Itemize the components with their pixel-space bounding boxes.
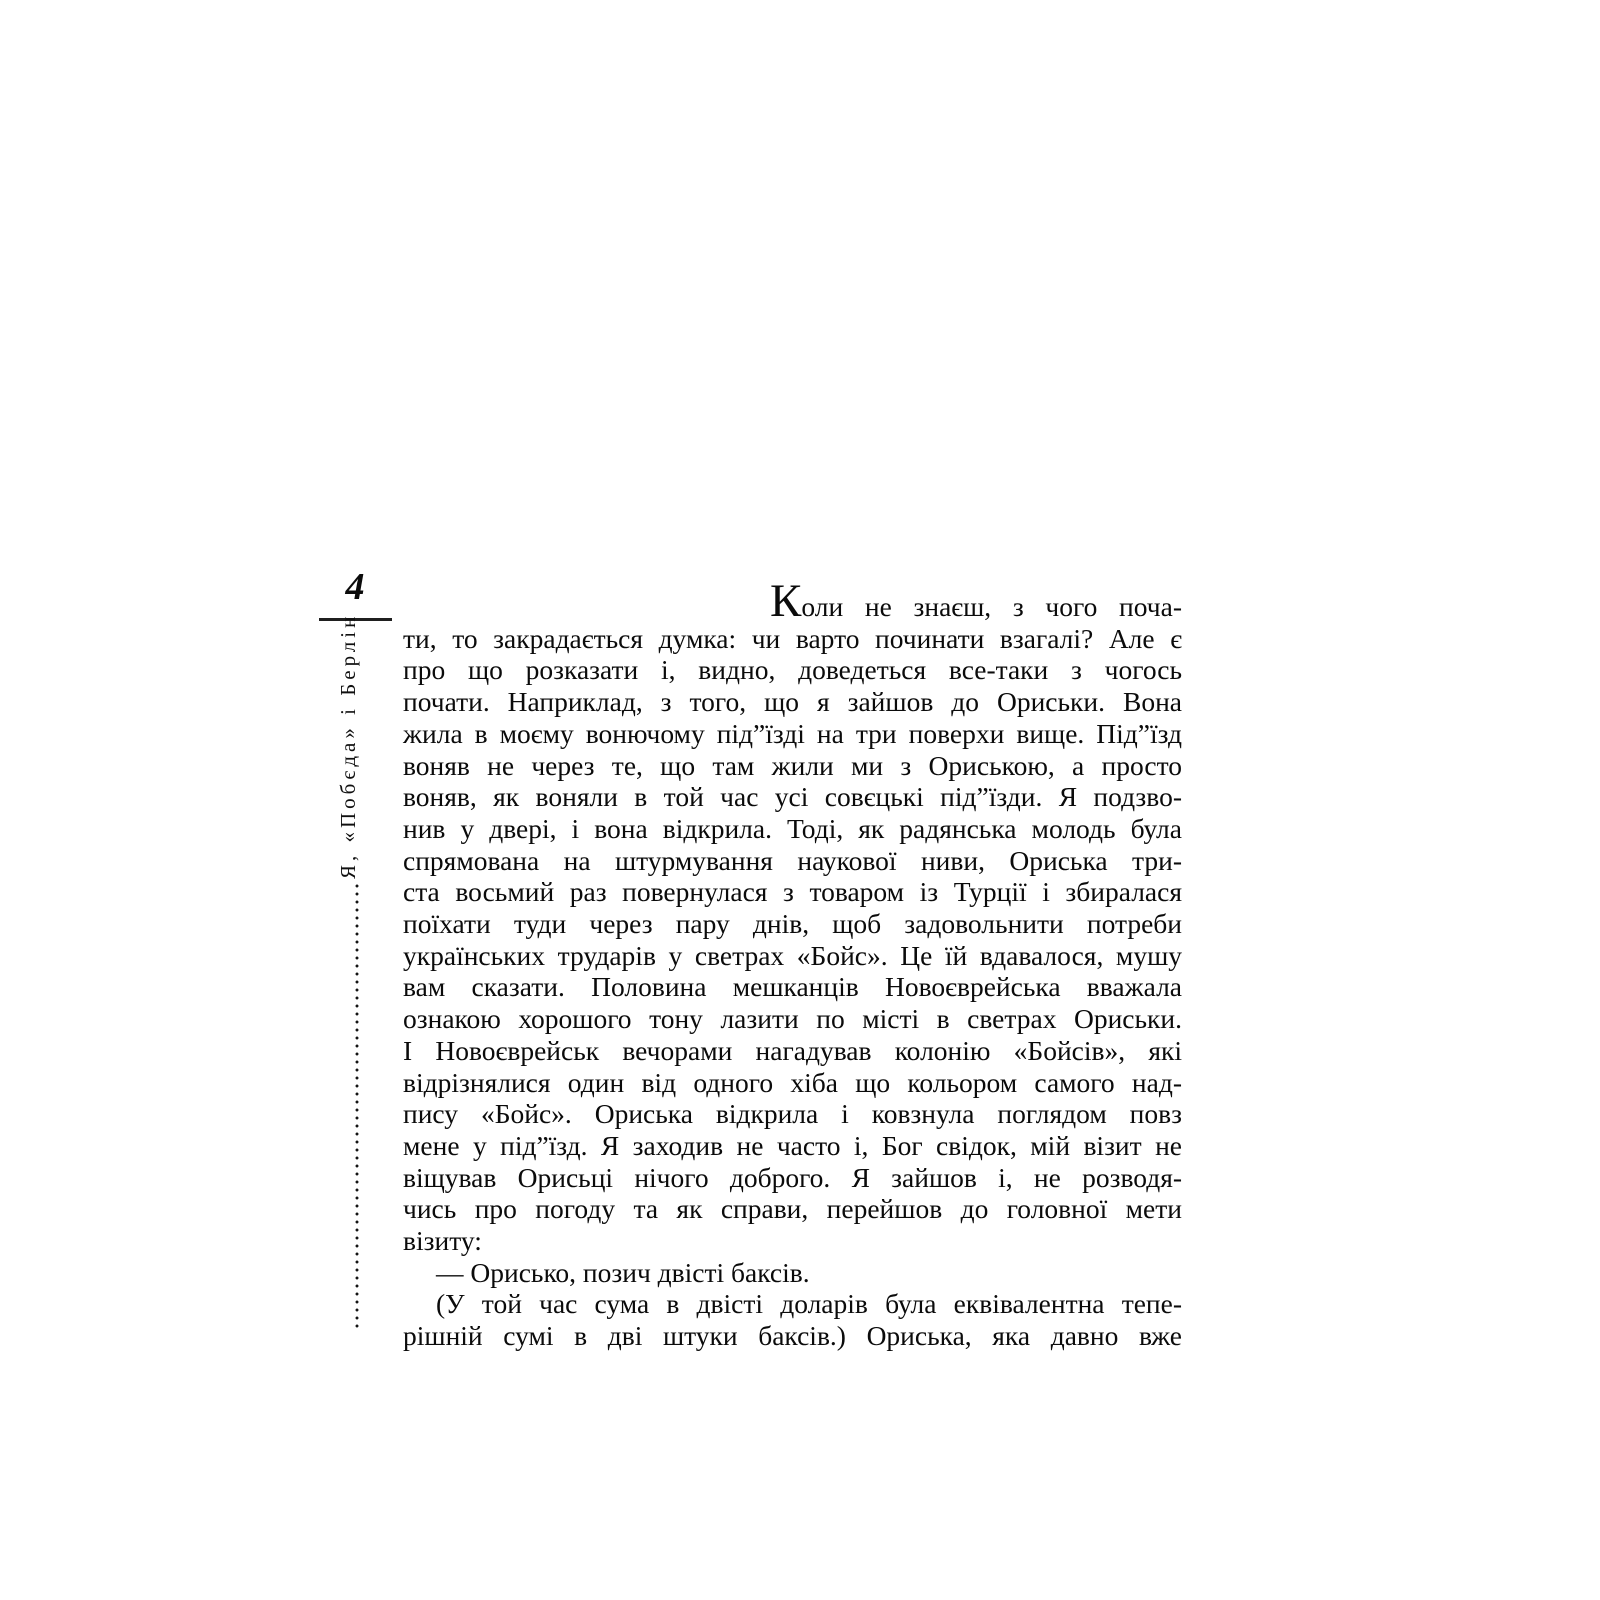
text-line: ти, то закрадається думка: чи варто починати взагалі? Але є bbox=[403, 622, 1182, 654]
text-line: (У той час сума в двісті доларів була еквівалентна тепе- bbox=[436, 1288, 1182, 1320]
text-line: воняв не через те, що там жили ми з Ориською, а просто bbox=[403, 749, 1182, 781]
text-line: чись про погоду та як справи, перейшов до головної мети bbox=[403, 1193, 1182, 1225]
text-line: поїхати туди через пару днів, щоб задовольнити потреби bbox=[403, 908, 1182, 940]
text-line: пису «Бойс». Ориська відкрила і ковзнула поглядом повз bbox=[403, 1098, 1182, 1130]
text-line: візиту: bbox=[403, 1225, 482, 1257]
page-number: 4 bbox=[345, 566, 365, 608]
text-line: ста восьмий раз повернулася з товаром із Турції і збиралася bbox=[403, 876, 1182, 908]
text-line: рішній сумі в дві штуки баксів.) Ориська, яка давно вже bbox=[403, 1320, 1182, 1352]
body-text bbox=[403, 575, 1182, 1352]
text-line: спрямована на штурмування наукової ниви, Ориська три- bbox=[403, 844, 1182, 876]
dotted-leader bbox=[355, 884, 359, 1330]
text-line: І Новоєврейськ вечорами нагадував колонію «Бойсів», які bbox=[403, 1034, 1182, 1066]
text-line: почати. Наприклад, з того, що я зайшов до Ориськи. Вона bbox=[403, 686, 1182, 718]
book-title-vertical: Я, «Побєда» і Берлін bbox=[336, 612, 360, 879]
text-line: віщував Орисьці нічого доброго. Я зайшов і, не розводя- bbox=[403, 1161, 1182, 1193]
text-line: воняв, як воняли в той час усі совєцькі під”їзди. Я подзво- bbox=[403, 781, 1182, 813]
text-line: Коли не знаєш, з чого поча- bbox=[770, 575, 1182, 627]
text-line: вам сказати. Половина мешканців Новоєврейська вважала bbox=[403, 971, 1182, 1003]
text-line: нив у двері, і вона відкрила. Тоді, як радянська молодь була bbox=[403, 812, 1182, 844]
text-line: про що розказати і, видно, доведеться все-таки з чогось bbox=[403, 654, 1182, 686]
text-line: відрізнялися один від одного хіба що кольором самого над- bbox=[403, 1066, 1182, 1098]
text-line: жила в моєму вонючому під”їзді на три поверхи вище. Під”їзд bbox=[403, 717, 1182, 749]
text-line: українських трударів у светрах «Бойс». Це їй вдавалося, мушу bbox=[403, 939, 1182, 971]
text-line: — Орисько, позич двісті баксів. bbox=[436, 1256, 810, 1288]
text-line: мене у під”їзд. Я заходив не часто і, Бог свідок, мій візит не bbox=[403, 1129, 1182, 1161]
drop-cap: К bbox=[770, 575, 802, 627]
text-line: ознакою хорошого тону лазити по місті в светрах Ориськи. bbox=[403, 1003, 1182, 1035]
